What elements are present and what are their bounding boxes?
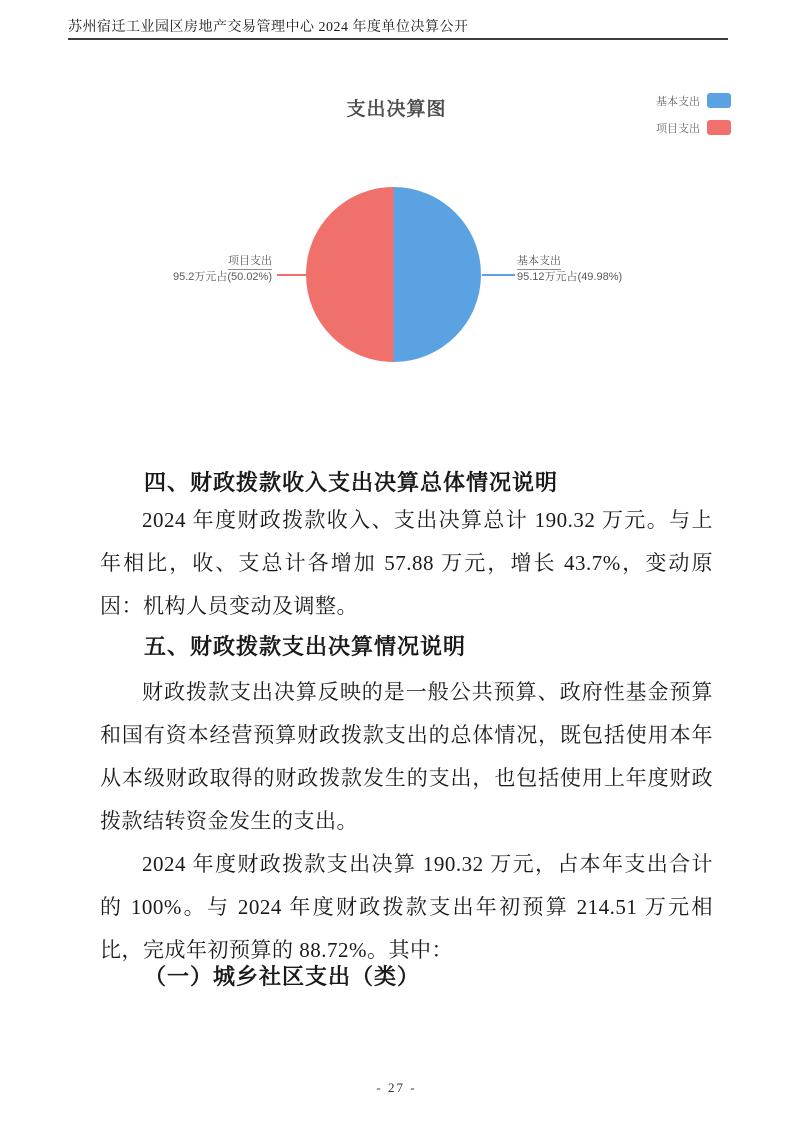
chart-title: 支出决算图: [346, 99, 447, 120]
pie-slice-value: 95.2万元占(50.02%): [172, 271, 272, 283]
section-5-paragraph-1: 财政拨款支出决算反映的是一般公共预算、政府性基金预算和国有资本经营预算财政拨款支出的总体情况，既包括使用本年从本级财政取得的财政拨款发生的支出，也包括使用上年度财政拨款结转资金发生的支出。: [100, 680, 713, 833]
section-5-paragraph-2: 2024 年度财政拨款支出决算 190.32 万元，占本年支出合计的 100%。与 2024 年度财政拨款支出年初预算 214.51 万元相比，完成年初预算的 88.72%。其中：: [100, 852, 713, 962]
subsection-heading-1: （一）城乡社区支出（类）: [144, 964, 421, 989]
pie-slice-value: 95.12万元占(49.98%): [517, 271, 623, 283]
pie-chart: [306, 187, 481, 362]
legend-label: 基本支出: [656, 95, 700, 108]
pie-slice-label-basic: [517, 254, 622, 284]
document-header-title: 苏州宿迁工业园区房地产交易管理中心 2024 年度单位决算公开: [68, 20, 469, 35]
legend-swatch-red-icon: [707, 120, 731, 135]
page-number: - 27 -: [376, 1080, 417, 1095]
pie-slice-name: 项目支出: [228, 254, 272, 270]
pie-slice-label-project: [173, 254, 272, 284]
legend-label: 项目支出: [656, 122, 700, 135]
legend-swatch-blue-icon: [707, 93, 731, 108]
pie-slice-name: 基本支出: [517, 254, 561, 270]
expenditure-pie-chart-block: [0, 60, 793, 440]
section-heading-4: 四、财政拨款收入支出决算总体情况说明: [144, 470, 559, 495]
pie-label-line-left: [277, 274, 307, 276]
section-heading-5: 五、财政拨款支出决算情况说明: [144, 634, 467, 659]
section-4-paragraph: 2024 年度财政拨款收入、支出决算总计 190.32 万元。与上年相比，收、支总计各增加 57.88 万元，增长 43.7%，变动原因：机构人员变动及调整。: [100, 508, 713, 618]
legend-item-basic-expenditure: [656, 93, 731, 108]
chart-legend: [656, 93, 731, 147]
pie-label-line-right: [482, 274, 515, 276]
legend-item-project-expenditure: [656, 120, 731, 135]
header-divider-line: [68, 38, 728, 40]
